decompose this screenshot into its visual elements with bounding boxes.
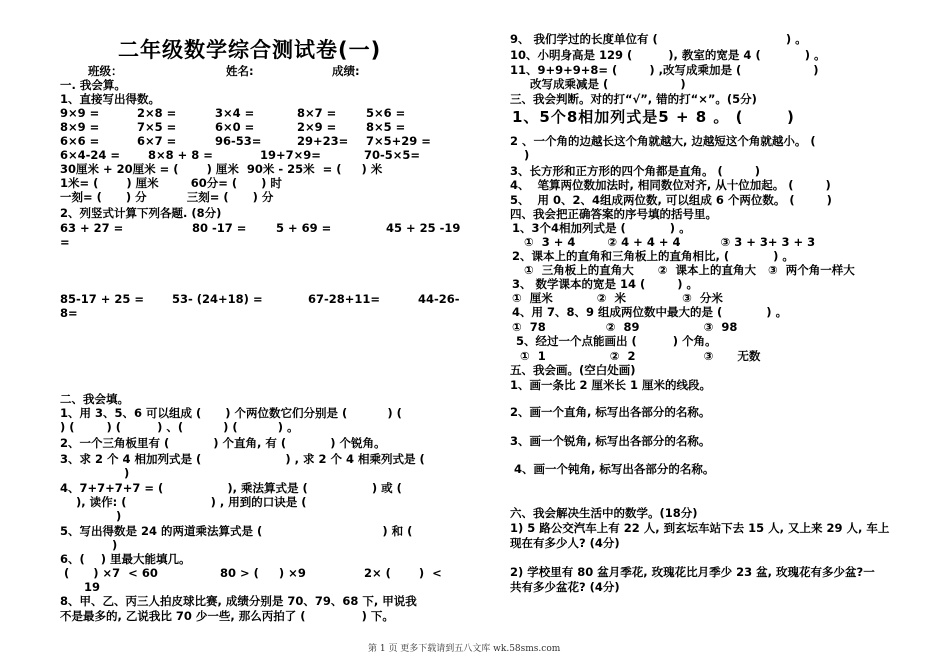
calc-cell: 6×6 =	[60, 134, 100, 148]
section1-sub1: 1、直接写出得数。	[60, 92, 161, 106]
vertical-calc: 63 + 27 =	[60, 221, 124, 235]
page-footer: 第 1 页 更多下载请到五八文库 wk.58sms.com	[368, 644, 561, 654]
word-problem: 1) 5 路公交汽车上有 22 人, 到玄坛车站下去 15 人, 又上来 29 人, 车上	[510, 521, 890, 535]
judge-item: )	[524, 148, 530, 162]
calc-cell: 19+7×9=	[260, 148, 321, 162]
fill-line: 不是最多的, 乙说我比 70 少一些, 那么丙拍了 ( ) 下。	[60, 609, 394, 623]
calc-cell: 2×8 =	[137, 106, 177, 120]
fill-line: 9、 我们学过的长度单位有 ( ) 。	[510, 32, 807, 46]
fill-line: 11、9+9+9+8= ( ) ,改写成乘加是 ( )	[510, 63, 819, 77]
choice-line: 2、课本上的直角和三角板上的直角相比, ( ) 。	[512, 249, 794, 263]
calc-cell: 9×9 =	[60, 106, 100, 120]
vertical-calc: 53- (24+18) =	[172, 292, 263, 306]
name-label: 姓名:	[226, 64, 254, 78]
calc-cell: 7×5+29 =	[366, 134, 431, 148]
vertical-calc: =	[60, 235, 70, 249]
vertical-calc: 67-28+11=	[308, 292, 381, 306]
word-problem: 共有多少盆花? (4分)	[510, 580, 620, 594]
calc-cell: 6×7 =	[137, 134, 177, 148]
word-problem: 2) 学校里有 80 盆月季花, 玫瑰花比月季少 23 盆, 玫瑰花有多少盆?一	[510, 565, 875, 579]
fill-line: )	[60, 509, 122, 523]
judge-item: 1、5个8相加列式是5 + 8 。 ( )	[512, 108, 795, 126]
section2-heading: 二、我会填。	[60, 392, 129, 406]
fill-blank: 2× ( ) <	[364, 566, 442, 580]
choice-line: ① 厘米 ② 米 ③ 分米	[512, 291, 723, 305]
fill-line: ) ( ) ( ) 、( ) ( ) 。	[60, 420, 299, 434]
class-label: 班级：	[88, 64, 123, 78]
fill-blank: ( ) ×7 < 60	[64, 566, 158, 580]
fill-line: 改写成乘减是 ( )	[510, 77, 686, 91]
draw-task: 3、画一个锐角, 标写出各部分的名称。	[510, 434, 711, 448]
judge-item: 2 、一个角的边越长这个角就越大, 边越短这个角就越小。 (	[510, 134, 816, 148]
choice-line: ① 1 ② 2 ③ 无数	[512, 349, 761, 363]
draw-task: 1、画一条比 2 厘米长 1 厘米的线段。	[510, 378, 712, 392]
fill-line: ), 读作: ( ) , 用到的口诀是 (	[60, 495, 307, 509]
calc-cell: 29+23=	[297, 134, 349, 148]
fill-line: 5、写出得数是 24 的两道乘法算式是 ( ) 和 (	[60, 524, 413, 538]
calc-cell: 8×8 + 8 =	[148, 148, 213, 162]
vertical-calc: 85-17 + 25 =	[60, 292, 145, 306]
calc-cell: 3×4 =	[215, 106, 255, 120]
section1-heading: 一. 我会算。	[60, 78, 126, 92]
choice-line: ① 3 + 4 ② 4 + 4 + 4 ③ 3 + 3+ 3 + 3	[512, 235, 816, 249]
vertical-calc: 80 -17 =	[192, 221, 247, 235]
draw-task: 4、画一个钝角, 标写出各部分的名称。	[510, 462, 715, 476]
calc-cell: 96-53=	[215, 134, 262, 148]
calc-cell: 8×7 =	[297, 106, 337, 120]
calc-cell: 8×9 =	[60, 120, 100, 134]
choice-line: 1、3个4相加列式是 ( ) 。	[512, 221, 691, 235]
unit-conversion: 一刻= ( ) 分 三刻= ( ) 分	[60, 190, 274, 204]
fill-line: 3、求 2 个 4 相加列式是 ( ) , 求 2 个 4 相乘列式是 (	[60, 452, 425, 466]
fill-line: 10、小明身高是 129 ( ), 教室的宽是 4 ( ) 。	[510, 48, 826, 62]
fill-line: 4、7+7+7+7 = ( ), 乘法算式是 ( ) 或 (	[60, 481, 402, 495]
calc-cell: 8×5 =	[366, 120, 406, 134]
page-title: 二年级数学综合测试卷(一)	[118, 38, 382, 62]
vertical-calc: 44-26-	[418, 292, 460, 306]
calc-cell: 5×6 =	[366, 106, 406, 120]
section5-heading: 五、我会画。(空白处画)	[510, 363, 636, 377]
section6-heading: 六、我会解决生活中的数学。(18分)	[510, 506, 698, 520]
vertical-calc: 45 + 25 -19	[386, 221, 461, 235]
choice-line: 4、用 7、8、9 组成两位数中最大的是 ( ) 。	[512, 305, 788, 319]
unit-conversion: 1米= ( ) 厘米 60分= ( ) 时	[60, 176, 282, 190]
choice-line: ① 三角板上的直角大 ② 课本上的直角大 ③ 两个角一样大	[512, 263, 855, 277]
section3-heading: 三、我会判断。对的打“√”, 错的打“×”。(5分)	[510, 92, 757, 106]
draw-task: 2、画一个直角, 标写出各部分的名称。	[510, 405, 711, 419]
judge-item: 3、长方形和正方形的四个角都是直角。 ( )	[510, 164, 761, 178]
fill-line: 8、甲、乙、丙三人拍皮球比赛, 成绩分别是 70、79、68 下, 甲说我	[60, 594, 417, 608]
fill-line: 2、一个三角板里有 ( ) 个直角, 有 ( ) 个锐角。	[60, 436, 386, 450]
fill-line: )	[60, 538, 118, 552]
fill-blank: 80 > ( ) ×9	[220, 566, 306, 580]
word-problem: 现在有多少人? (4分)	[510, 536, 620, 550]
fill-line: 6、( ) 里最大能填几。	[60, 552, 191, 566]
calc-cell: 7×5 =	[137, 120, 177, 134]
calc-cell: 70-5×5=	[364, 148, 421, 162]
fill-line: )	[60, 466, 130, 480]
section1-sub2: 2、列竖式计算下列各题. (8分)	[60, 206, 222, 220]
choice-line: 3、 数学课本的宽是 14 ( ) 。	[512, 277, 699, 291]
judge-item: 4、 笔算两位数加法时, 相同数位对齐, 从十位加起。 ( )	[510, 178, 831, 192]
choice-line: ① 78 ② 89 ③ 98	[512, 320, 738, 334]
choice-line: 5、经过一个点能画出 ( ) 个角。	[512, 334, 717, 348]
judge-item: 5、 用 0、2、4组成两位数, 可以组成 6 个两位数。 ( )	[510, 193, 832, 207]
score-label: 成绩:	[332, 64, 360, 78]
unit-conversion: 30厘米 + 20厘米 = ( ) 厘米 90米 - 25米 = ( ) 米	[60, 162, 383, 176]
calc-cell: 6×0 =	[215, 120, 255, 134]
vertical-calc: 8=	[60, 306, 78, 320]
vertical-calc: 5 + 69 =	[276, 221, 332, 235]
fill-blank: 19	[84, 580, 101, 594]
fill-line: 1、用 3、5、6 可以组成 ( ) 个两位数它们分别是 ( ) (	[60, 406, 402, 420]
calc-cell: 2×9 =	[297, 120, 337, 134]
section4-heading: 四、我会把正确答案的序号填的括号里。	[510, 207, 717, 221]
calc-cell: 6×4-24 =	[60, 148, 121, 162]
